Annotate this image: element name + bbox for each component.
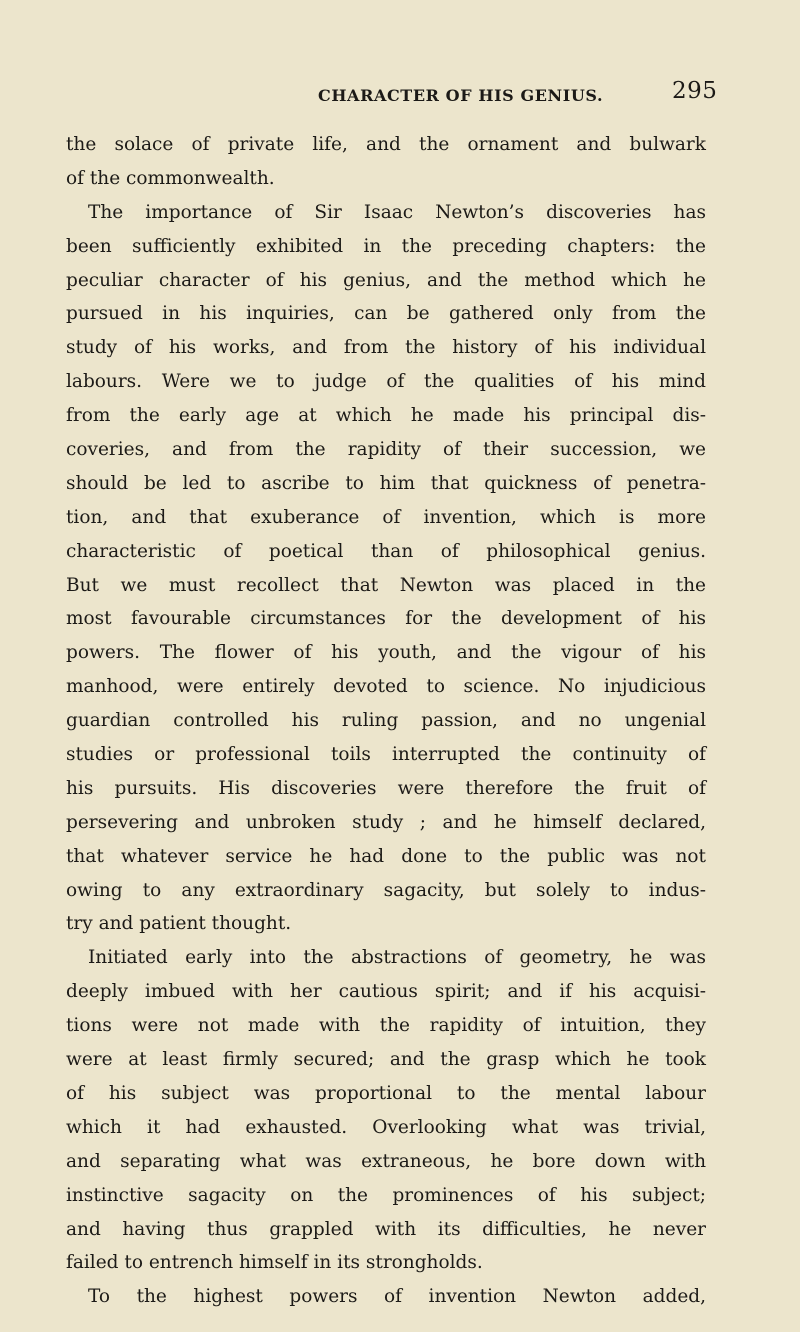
text-line: powers. The flower of his youth, and the vigour of his	[66, 642, 706, 664]
text-line: been sufficiently exhibited in the preceding chapters: the	[66, 235, 706, 257]
text-line: guardian controlled his ruling passion, and no ungenial	[66, 710, 706, 732]
page-number: 295	[672, 78, 718, 104]
text-line: study of his works, and from the history of his individual	[66, 337, 706, 359]
text-line: peculiar character of his genius, and the method which he	[66, 269, 706, 291]
text-line: the solace of private life, and the ornament and bulwark	[66, 134, 706, 155]
text-line: failed to entrench himself in its strongholds.	[66, 1252, 483, 1274]
chapter-heading: CHARACTER OF HIS GENIUS.	[318, 86, 604, 105]
text-line: coveries, and from the rapidity of their succession, we	[66, 439, 706, 461]
text-line: persevering and unbroken study ; and he himself declared,	[66, 811, 706, 833]
text-line: his pursuits. His discoveries were therefore the fruit of	[66, 777, 706, 799]
text-line: should be led to ascribe to him that quickness of penetra-	[66, 472, 706, 494]
text-line: To the highest powers of invention Newton added,	[88, 1286, 706, 1308]
text-line: characteristic of poetical than of philosophical genius.	[66, 540, 706, 562]
body-text	[66, 128, 706, 1314]
text-line: most favourable circumstances for the development of his	[66, 608, 706, 630]
text-line: of the commonwealth.	[66, 167, 275, 189]
text-line: from the early age at which he made his principal dis-	[66, 405, 706, 427]
text-line: deeply imbued with her cautious spirit; and if his acquisi-	[66, 981, 706, 1003]
text-line: were at least firmly secured; and the grasp which he took	[66, 1049, 706, 1071]
text-line: Initiated early into the abstractions of geometry, he was	[88, 947, 706, 969]
text-line: and separating what was extraneous, he bore down with	[66, 1150, 706, 1172]
text-line: labours. Were we to judge of the qualities of his mind	[66, 371, 706, 393]
text-line: which it had exhausted. Overlooking what was trivial,	[66, 1116, 706, 1138]
text-line: of his subject was proportional to the mental labour	[66, 1082, 706, 1104]
text-line: tion, and that exuberance of invention, which is more	[66, 506, 706, 528]
running-head	[0, 78, 800, 118]
text-line: manhood, were entirely devoted to science. No injudicious	[66, 676, 706, 698]
text-line: studies or professional toils interrupted the continuity of	[66, 744, 706, 766]
text-line: and having thus grappled with its difficulties, he never	[66, 1218, 706, 1240]
text-line: The importance of Sir Isaac Newton’s discoveries has	[88, 201, 706, 223]
text-line: try and patient thought.	[66, 913, 292, 935]
text-line: instinctive sagacity on the prominences of his subject;	[66, 1184, 706, 1206]
text-line: pursued in his inquiries, can be gathered only from the	[66, 303, 706, 325]
text-line: tions were not made with the rapidity of intuition, they	[66, 1015, 706, 1037]
text-line: that whatever service he had done to the public was not	[66, 845, 706, 867]
text-line: owing to any extraordinary sagacity, but solely to indus-	[66, 879, 706, 901]
text-line: But we must recollect that Newton was placed in the	[66, 574, 706, 596]
